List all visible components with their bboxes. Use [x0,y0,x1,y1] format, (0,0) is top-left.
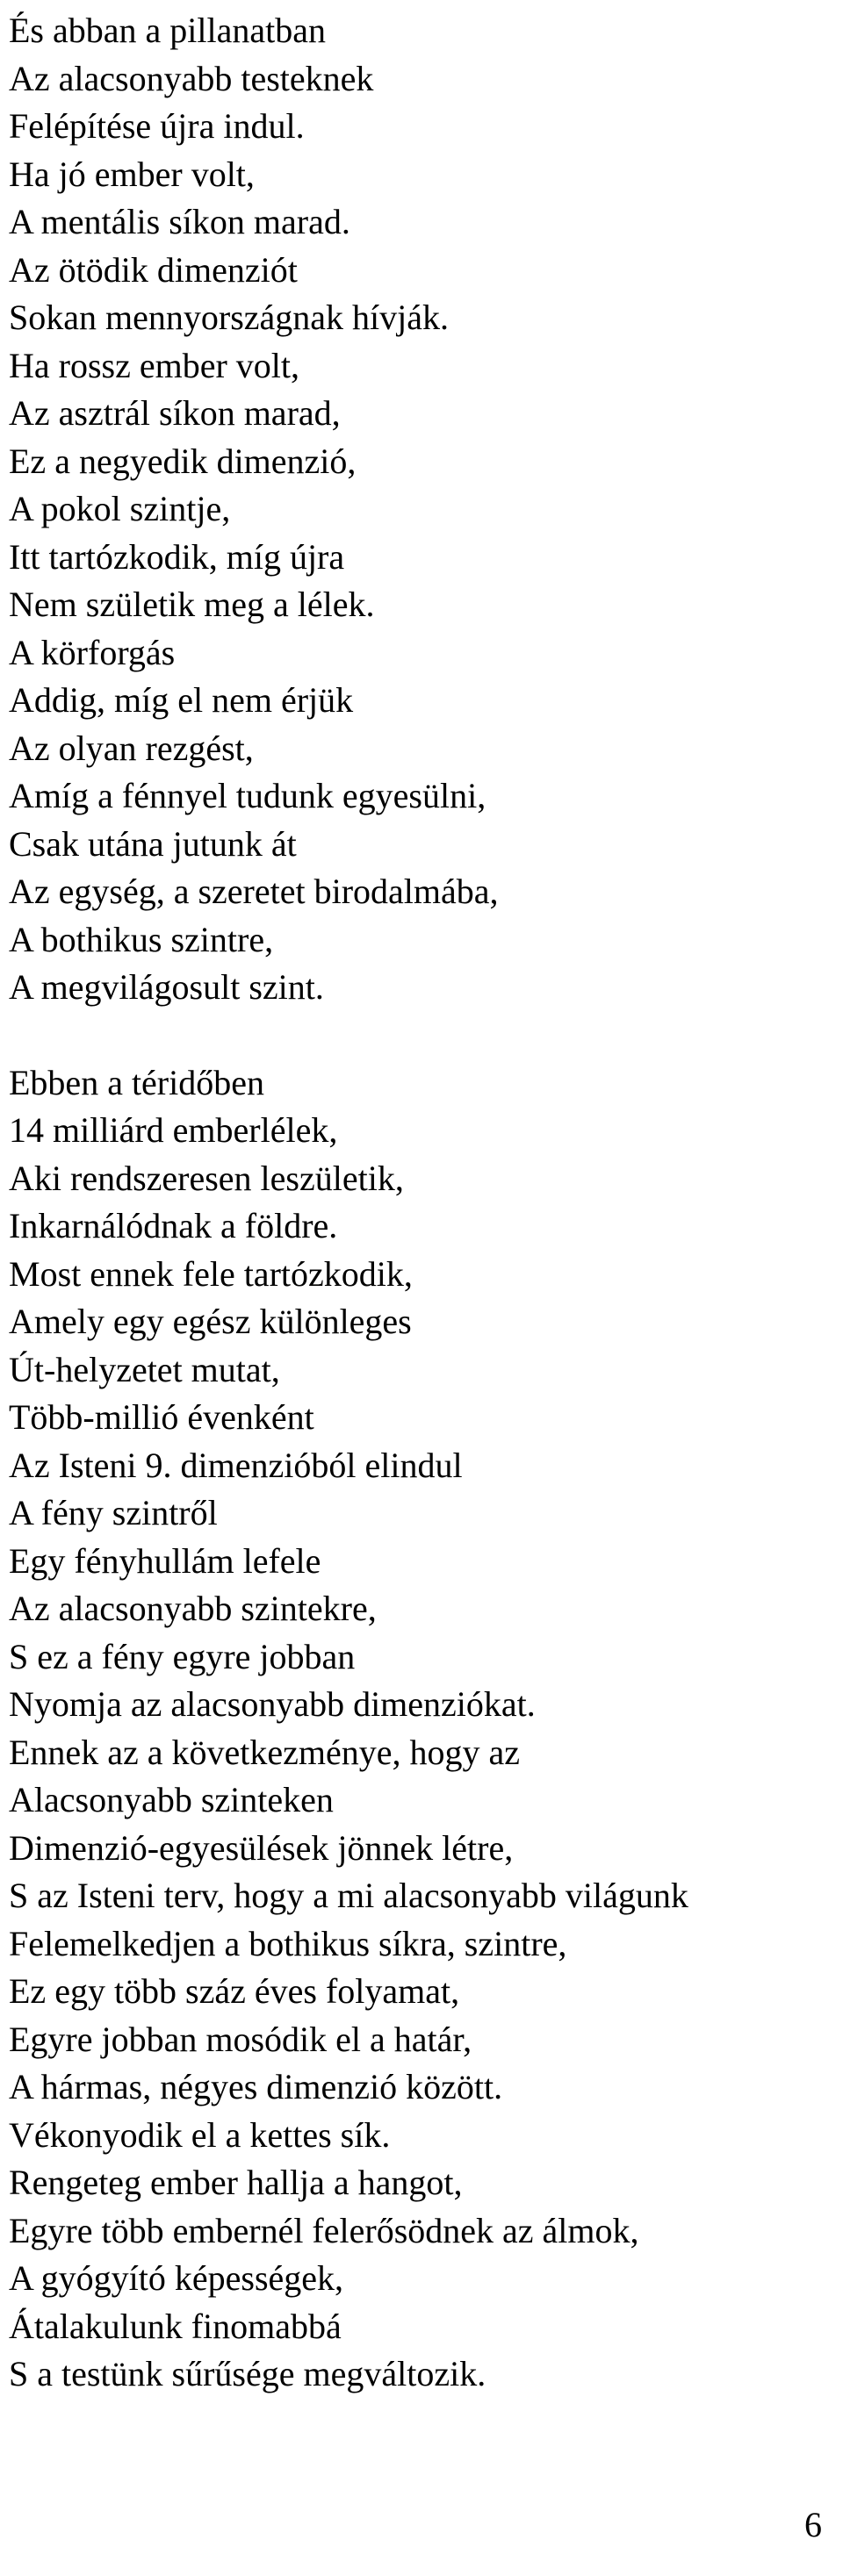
poem-line: Nem születik meg a lélek. [9,585,375,624]
poem-line: Több-millió évenként [9,1397,314,1437]
poem-line: Sokan mennyországnak hívják. [9,298,449,337]
poem-line: Ennek az a következménye, hogy az [9,1732,520,1772]
poem-line: Az asztrál síkon marad, [9,393,341,433]
poem-line: Alacsonyabb szinteken [9,1780,334,1819]
poem-line: Itt tartózkodik, míg újra [9,536,345,577]
poem-line: Egyre több embernél felerősödnek az álmok, [9,2210,639,2250]
poem-line: A körforgás [9,632,176,672]
stanza-2 [9,1059,839,2399]
poem-line: Egyre jobban mosódik el a határ, [9,2019,472,2059]
poem-line: 14 milliárd emberlélek, [9,1110,338,1150]
stanza-1 [9,7,839,1012]
page-number: 6 [804,2505,822,2544]
poem-line: Az Isteni 9. dimenzióból elindul [9,1445,463,1485]
poem-line: Az ötödik dimenziót [9,249,298,290]
poem-line: Átalakulunk finomabbá [9,2306,342,2346]
poem-line: Csak utána jutunk át [9,823,297,864]
poem-line: Most ennek fele tartózkodik, [9,1253,413,1294]
poem-line: A megvilágosult szint. [9,967,324,1007]
poem-line: Nyomja az alacsonyabb dimenziókat. [9,1684,536,1724]
poem-line: Felemelkedjen a bothikus síkra, szintre, [9,1923,567,1963]
poem-line: Addig, míg el nem érjük [9,680,354,720]
poem-body [9,7,839,2399]
poem-line: Az alacsonyabb szintekre, [9,1589,377,1628]
poem-line: Dimenzió-egyesülések jönnek létre, [9,1827,514,1868]
poem-line: Ha rossz ember volt, [9,345,300,385]
poem-line: Rengeteg ember hallja a hangot, [9,2163,463,2202]
poem-line: Vékonyodik el a kettes sík. [9,2114,391,2155]
poem-line: S az Isteni terv, hogy a mi alacsonyabb világunk [9,1876,688,1915]
poem-line: S a testünk sűrűsége megváltozik. [9,2354,486,2393]
poem-line: A pokol szintje, [9,489,231,528]
poem-line: Inkarnálódnak a földre. [9,1206,338,1245]
poem-line: Út-helyzetet mutat, [9,1349,280,1389]
poem-line: A hármas, négyes dimenzió között. [9,2067,503,2106]
poem-line: A bothikus szintre, [9,919,274,959]
poem-line: Ha jó ember volt, [9,154,255,194]
poem-line: Az alacsonyabb testeknek [9,58,374,98]
poem-line: Egy fényhullám lefele [9,1540,321,1581]
poem-line: Ebben a téridőben [9,1062,264,1102]
poem-line: A mentális síkon marad. [9,202,350,241]
poem-line: S ez a fény egyre jobban [9,1636,356,1676]
poem-line: Ez egy több száz éves folyamat, [9,1971,460,2011]
poem-line: Ez a negyedik dimenzió, [9,441,357,481]
poem-line: Az olyan rezgést, [9,728,254,768]
poem-line: Aki rendszeresen leszületik, [9,1158,404,1198]
poem-line: Az egység, a szeretet birodalmába, [9,872,499,911]
poem-line: Amíg a fénnyel tudunk egyesülni, [9,776,486,815]
poem-line: És abban a pillanatban [9,11,326,50]
poem-line: A fény szintről [9,1493,218,1532]
poem-line: A gyógyító képességek, [9,2258,344,2298]
poem-line: Amely egy egész különleges [9,1302,412,1341]
poem-line: Felépítése újra indul. [9,106,305,146]
